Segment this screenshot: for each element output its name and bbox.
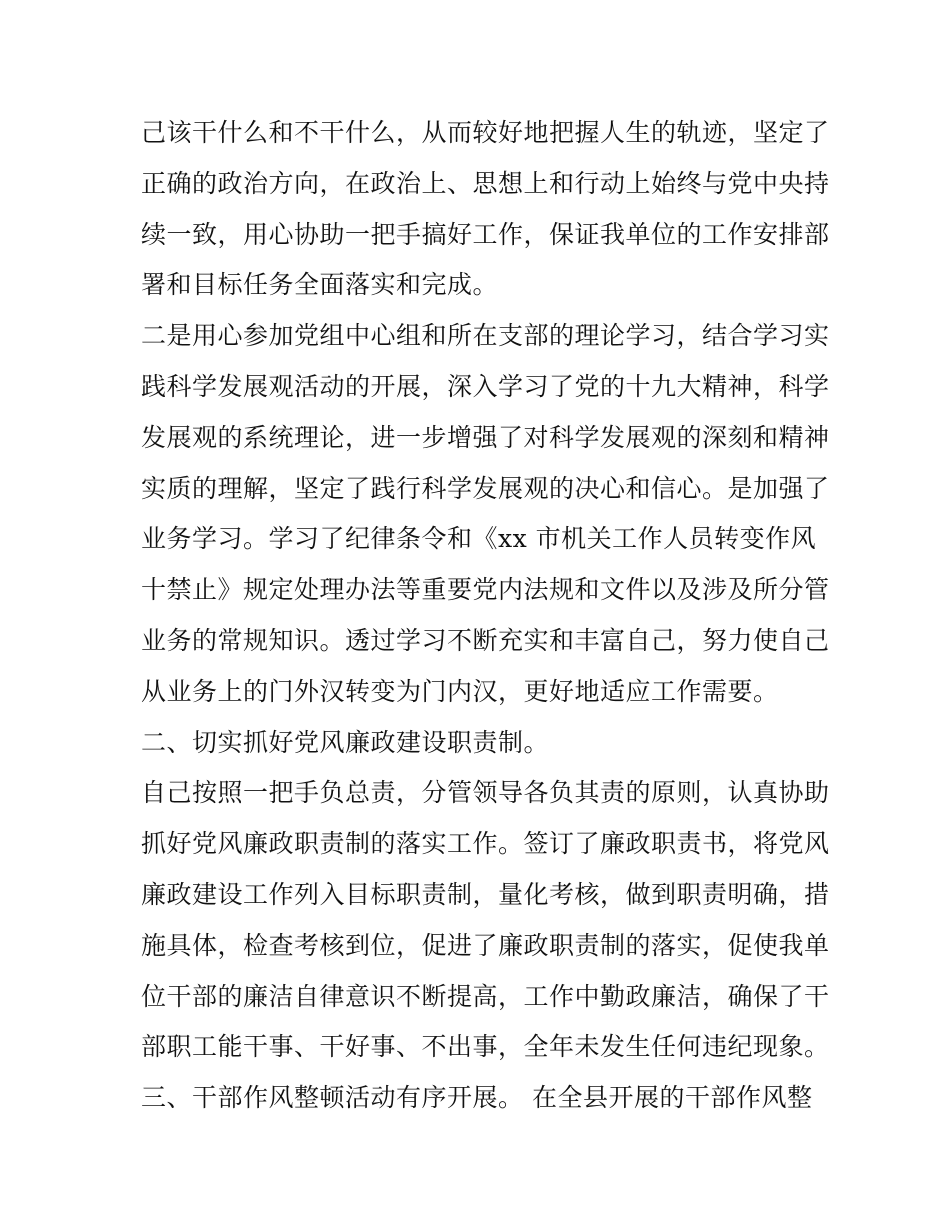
text-line: 二是用心参加党组中心组和所在支部的理论学习，结合学习实 [141, 321, 830, 351]
section-heading: 三、干部作风整顿活动有序开展。 在全县开展的干部作风整 [141, 1083, 813, 1113]
text-line: 部职工能干事、干好事、不出事，全年未发生任何违纪现象。 [141, 1032, 830, 1062]
text-line: 从业务上的门外汉转变为门内汉，更好地适应工作需要。 [141, 676, 779, 706]
section-heading: 二、切实抓好党风廉政建设职责制。 [141, 727, 550, 757]
text-line: 位干部的廉洁自律意识不断提高，工作中勤政廉洁，确保了干 [141, 981, 830, 1011]
text-line: 自己按照一把手负总责，分管领导各负其责的原则，认真协助 [141, 778, 830, 808]
text-line: 十禁止》规定处理办法等重要党内法规和文件以及涉及所分管 [141, 575, 830, 605]
text-line: 施具体，检查考核到位，促进了廉政职责制的落实，促使我单 [141, 930, 830, 960]
text-line: 业务学习。学习了纪律条令和《xx 市机关工作人员转变作风 [141, 524, 817, 554]
text-line: 续一致，用心协助一把手搞好工作，保证我单位的工作安排部 [141, 219, 830, 249]
text-line: 业务的常规知识。透过学习不断充实和丰富自己，努力使自己 [141, 625, 830, 655]
text-line: 署和目标任务全面落实和完成。 [141, 270, 499, 300]
text-line: 实质的理解，坚定了践行科学发展观的决心和信心。是加强了 [141, 473, 830, 503]
text-line: 发展观的系统理论，进一步增强了对科学发展观的深刻和精神 [141, 422, 830, 452]
document-body [141, 108, 830, 1124]
text-line: 抓好党风廉政职责制的落实工作。签订了廉政职责书，将党风 [141, 829, 830, 859]
text-line: 践科学发展观活动的开展，深入学习了党的十九大精神，科学 [141, 371, 830, 401]
text-line: 正确的政治方向，在政治上、思想上和行动上始终与党中央持 [141, 168, 830, 198]
text-line: 己该干什么和不干什么，从而较好地把握人生的轨迹，坚定了 [141, 118, 830, 147]
text-line: 廉政建设工作列入目标职责制，量化考核，做到职责明确，措 [141, 879, 830, 909]
